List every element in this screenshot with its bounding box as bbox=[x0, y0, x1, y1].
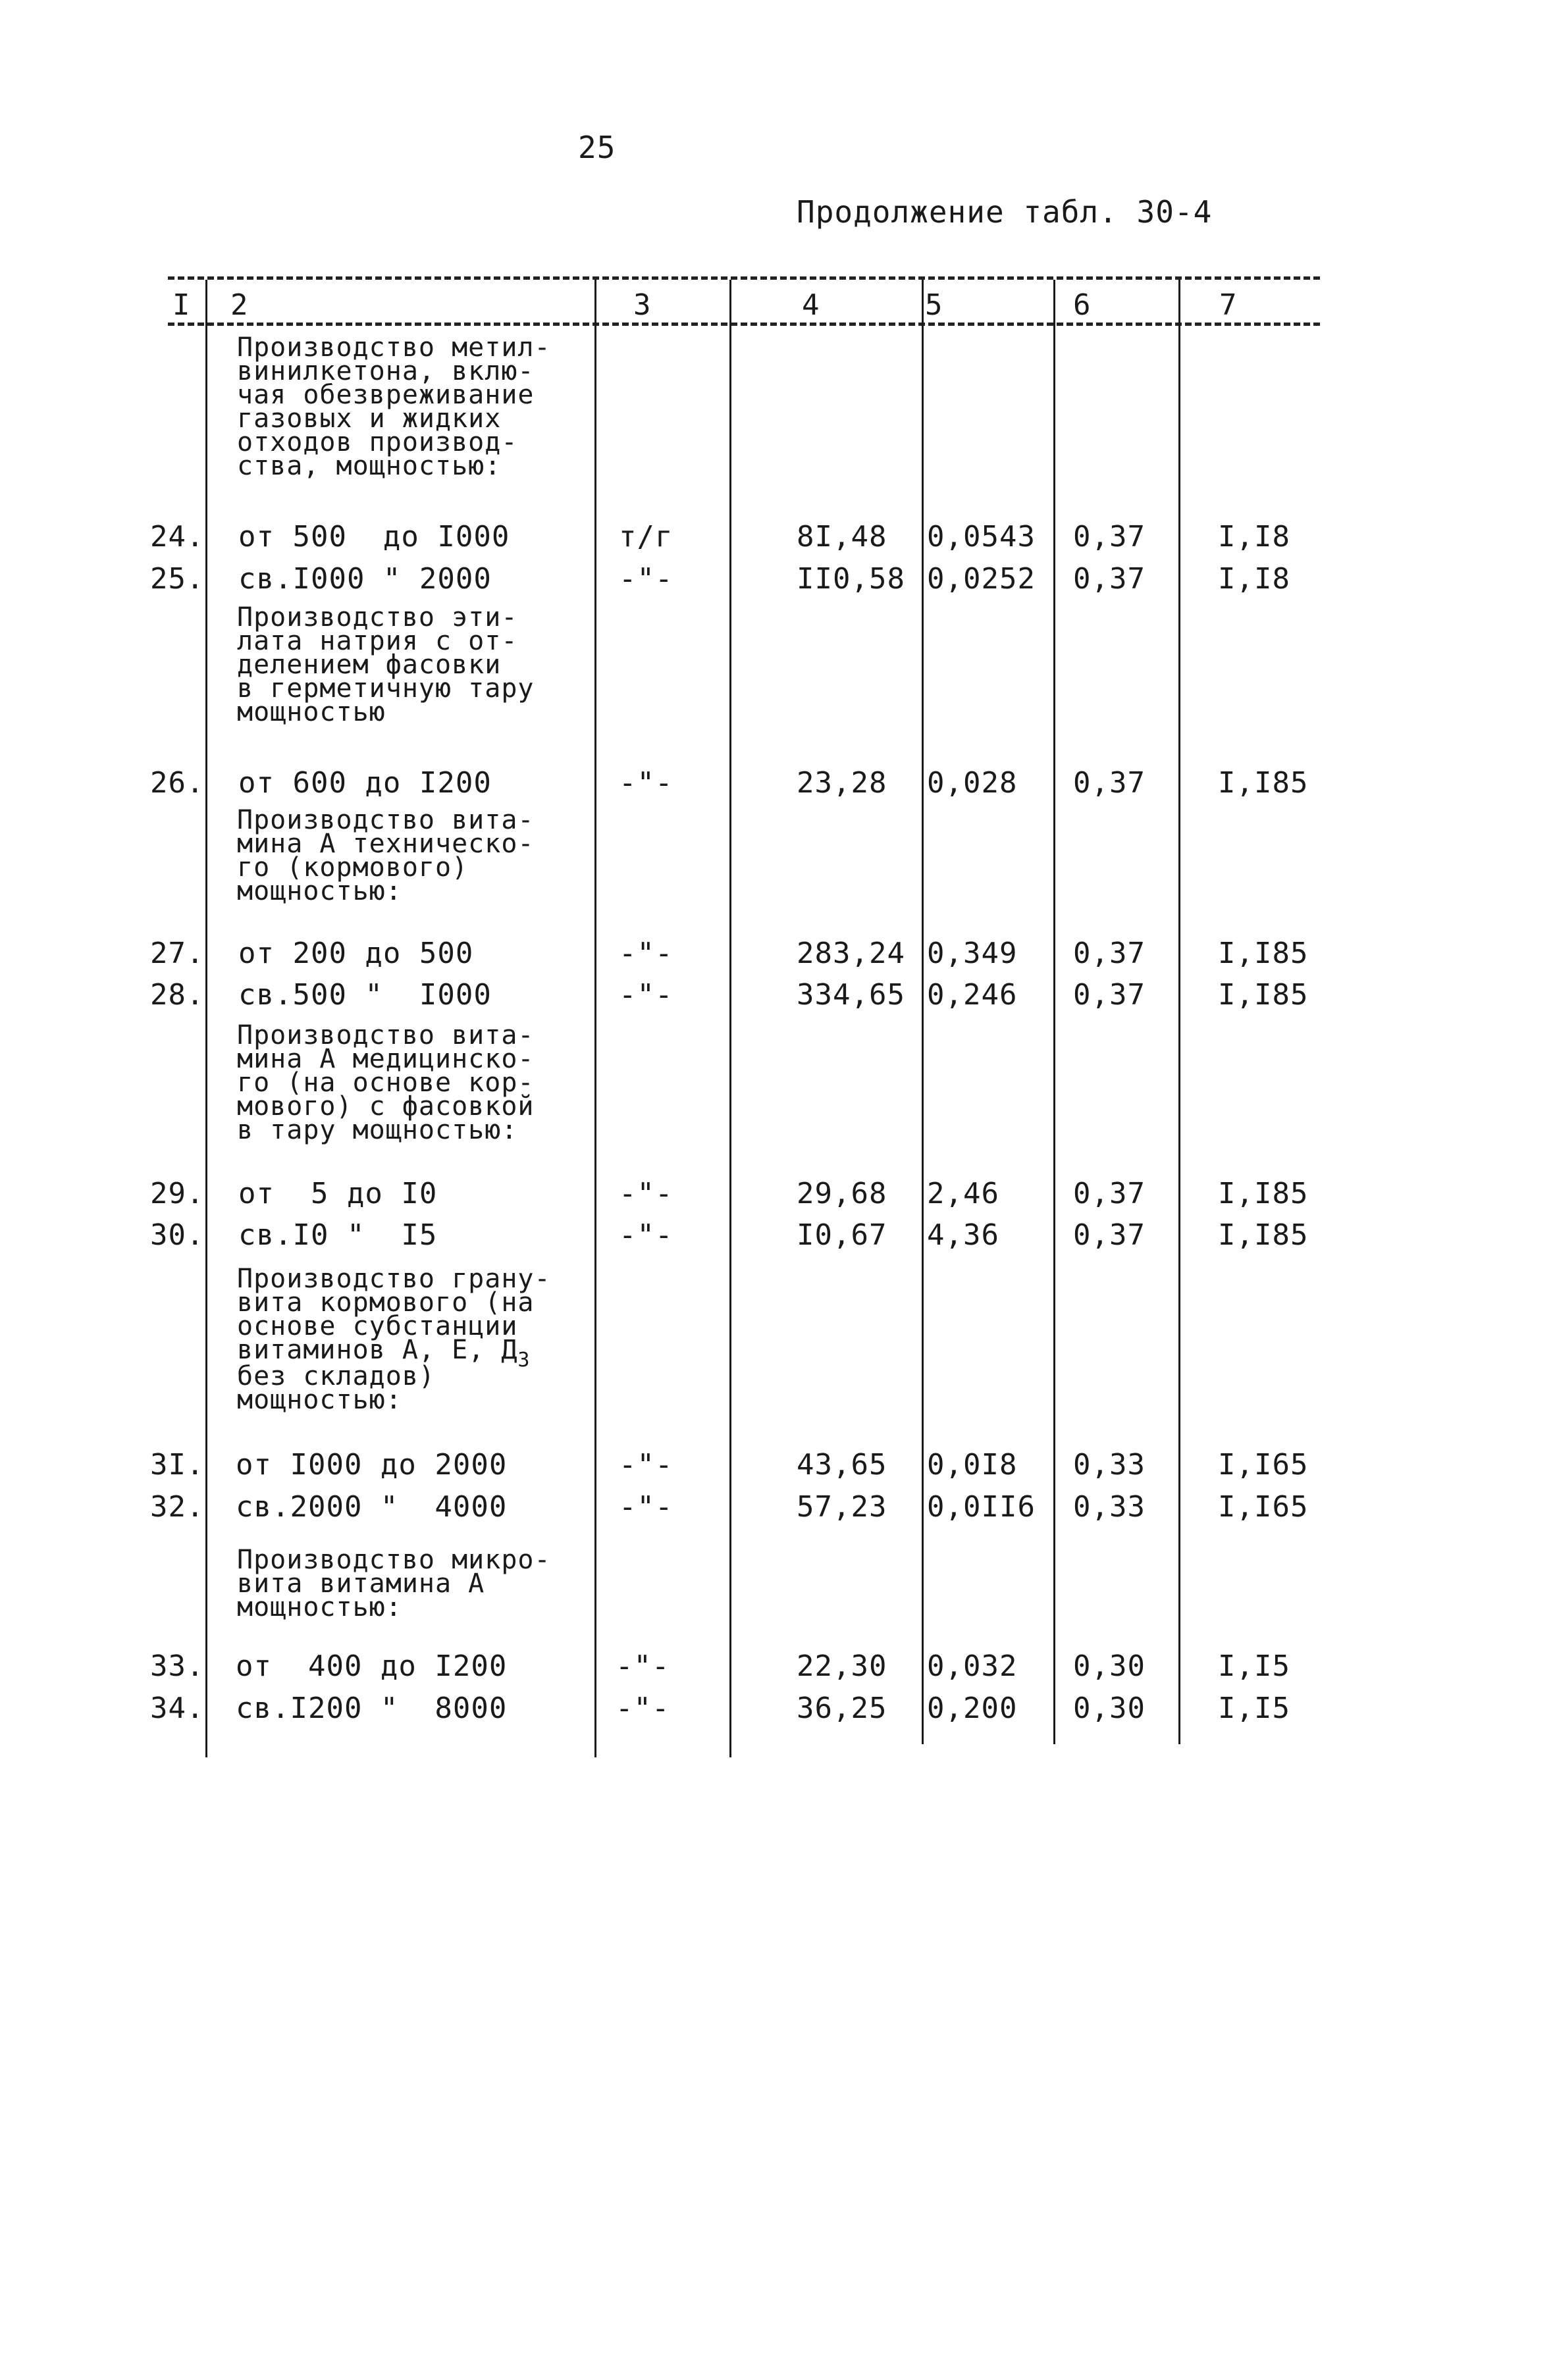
row-col7: I,I65 bbox=[1218, 1490, 1309, 1524]
group-heading-line: мощностью: bbox=[237, 1385, 402, 1415]
continuation-caption: Продолжение табл. 30-4 bbox=[797, 194, 1213, 230]
row-unit: -"- bbox=[619, 562, 673, 596]
row-col7: I,I85 bbox=[1218, 978, 1309, 1012]
row-number: 3I. bbox=[150, 1448, 205, 1482]
row-col5: 0,0II6 bbox=[927, 1490, 1036, 1524]
row-col6: 0,33 bbox=[1073, 1448, 1146, 1482]
row-col4: 22,30 bbox=[797, 1649, 887, 1683]
row-col7: I,I85 bbox=[1218, 766, 1309, 800]
group-heading-line: отходов производ- bbox=[237, 427, 518, 457]
row-col5: 0,0543 bbox=[927, 520, 1036, 554]
row-col4: 43,65 bbox=[797, 1448, 887, 1482]
row-col4: 8I,48 bbox=[797, 520, 887, 554]
group-heading-line: мина А медицинско- bbox=[237, 1044, 535, 1074]
group-heading-line: го (кормового) bbox=[237, 852, 469, 883]
group-heading bbox=[237, 1264, 551, 1415]
row-col6: 0,37 bbox=[1073, 1177, 1146, 1210]
group-heading-line: мощностью bbox=[237, 697, 386, 727]
row-col6: 0,37 bbox=[1073, 766, 1146, 800]
column-separator bbox=[1178, 280, 1180, 1744]
row-col5: 0,200 bbox=[927, 1692, 1018, 1725]
row-col7: I,I85 bbox=[1218, 937, 1309, 970]
group-heading-line: в герметичную тару bbox=[237, 673, 535, 704]
row-col5: 2,46 bbox=[927, 1177, 999, 1210]
group-heading-line: без складов) bbox=[237, 1361, 435, 1391]
row-unit: -"- bbox=[619, 766, 673, 800]
column-number: 4 bbox=[802, 288, 820, 322]
row-col5: 0,028 bbox=[927, 766, 1018, 800]
column-separator bbox=[729, 280, 731, 1757]
row-col4: II0,58 bbox=[797, 562, 905, 596]
row-col4: 334,65 bbox=[797, 978, 905, 1012]
column-number: 7 bbox=[1219, 288, 1238, 322]
row-col4: 36,25 bbox=[797, 1692, 887, 1725]
column-number: 6 bbox=[1073, 288, 1092, 322]
column-number: 3 bbox=[633, 288, 652, 322]
column-number: 5 bbox=[925, 288, 943, 322]
header-top-rule bbox=[168, 276, 1320, 280]
row-number: 26. bbox=[150, 766, 205, 800]
group-heading-line: мина А техническо- bbox=[237, 829, 535, 859]
group-heading-line: вита кормового (на bbox=[237, 1287, 535, 1318]
row-col4: 57,23 bbox=[797, 1490, 887, 1524]
row-col6: 0,37 bbox=[1073, 562, 1146, 596]
row-col5: 0,0252 bbox=[927, 562, 1036, 596]
group-heading-line: Производство метил- bbox=[237, 332, 551, 363]
group-heading-line: го (на основе кор- bbox=[237, 1068, 535, 1098]
row-description: св.2000 " 4000 bbox=[236, 1490, 508, 1524]
row-number: 24. bbox=[150, 520, 205, 554]
row-col5: 0,246 bbox=[927, 978, 1018, 1012]
group-heading-line: основе субстанции bbox=[237, 1311, 518, 1341]
row-unit: -"- bbox=[619, 978, 673, 1012]
group-heading-line: мового) с фасовкой bbox=[237, 1091, 535, 1122]
subscript: 3 bbox=[517, 1349, 531, 1372]
row-col4: 23,28 bbox=[797, 766, 887, 800]
row-number: 25. bbox=[150, 562, 205, 596]
row-unit: -"- bbox=[619, 937, 673, 970]
row-description: от 400 до I200 bbox=[236, 1649, 508, 1683]
row-col5: 4,36 bbox=[927, 1218, 999, 1252]
group-heading-line: чая обезвреживание bbox=[237, 380, 535, 410]
row-number: 32. bbox=[150, 1490, 205, 1524]
row-unit: -"- bbox=[616, 1692, 670, 1725]
group-heading bbox=[237, 1020, 535, 1145]
row-col4: I0,67 bbox=[797, 1218, 887, 1252]
group-heading bbox=[237, 602, 535, 727]
group-heading-line: газовых и жидких bbox=[237, 403, 502, 434]
row-description: св.I0 " I5 bbox=[238, 1218, 438, 1252]
row-col7: I,I85 bbox=[1218, 1177, 1309, 1210]
row-col6: 0,33 bbox=[1073, 1490, 1146, 1524]
group-heading-line: мощностью: bbox=[237, 1592, 402, 1622]
row-col6: 0,37 bbox=[1073, 937, 1146, 970]
column-separator bbox=[922, 280, 924, 1744]
row-number: 30. bbox=[150, 1218, 205, 1252]
group-heading-line: в тару мощностью: bbox=[237, 1115, 518, 1145]
group-heading-line: ства, мощностью: bbox=[237, 451, 502, 481]
row-unit: т/г bbox=[619, 520, 673, 554]
group-heading-line: Производство вита- bbox=[237, 805, 535, 835]
row-description: от 5 до I0 bbox=[238, 1177, 438, 1210]
row-description: св.500 " I000 bbox=[238, 978, 492, 1012]
row-col5: 0,349 bbox=[927, 937, 1018, 970]
row-description: от 200 до 500 bbox=[238, 937, 474, 970]
row-unit: -"- bbox=[619, 1448, 673, 1482]
header-bottom-rule bbox=[168, 323, 1320, 326]
row-unit: -"- bbox=[619, 1218, 673, 1252]
row-number: 29. bbox=[150, 1177, 205, 1210]
row-col7: I,I8 bbox=[1218, 520, 1290, 554]
row-number: 34. bbox=[150, 1692, 205, 1725]
row-number: 33. bbox=[150, 1649, 205, 1683]
column-number: I bbox=[172, 288, 191, 322]
row-col7: I,I8 bbox=[1218, 562, 1290, 596]
group-heading-line: Производство микро- bbox=[237, 1545, 551, 1575]
row-col6: 0,30 bbox=[1073, 1692, 1146, 1725]
group-heading bbox=[237, 805, 535, 906]
column-number: 2 bbox=[230, 288, 249, 322]
row-col5: 0,0I8 bbox=[927, 1448, 1018, 1482]
row-number: 27. bbox=[150, 937, 205, 970]
row-col7: I,I5 bbox=[1218, 1692, 1290, 1725]
row-col4: 29,68 bbox=[797, 1177, 887, 1210]
row-description: св.I000 " 2000 bbox=[238, 562, 492, 596]
row-unit: -"- bbox=[619, 1490, 673, 1524]
row-description: св.I200 " 8000 bbox=[236, 1692, 508, 1725]
row-col6: 0,37 bbox=[1073, 520, 1146, 554]
row-col4: 283,24 bbox=[797, 937, 905, 970]
row-unit: -"- bbox=[616, 1649, 670, 1683]
group-heading-line: делением фасовки bbox=[237, 650, 502, 680]
group-heading-line: Производство вита- bbox=[237, 1020, 535, 1050]
group-heading-line: вита витамина А bbox=[237, 1568, 485, 1599]
group-heading bbox=[237, 332, 551, 481]
row-col7: I,I5 bbox=[1218, 1649, 1290, 1683]
row-col6: 0,37 bbox=[1073, 1218, 1146, 1252]
row-col7: I,I85 bbox=[1218, 1218, 1309, 1252]
row-description: от 500 до I000 bbox=[238, 520, 510, 554]
column-separator bbox=[1053, 280, 1055, 1744]
row-description: от 600 до I200 bbox=[238, 766, 492, 800]
group-heading-line: лата натрия с от- bbox=[237, 626, 518, 656]
group-heading bbox=[237, 1545, 551, 1622]
page-number: 25 bbox=[578, 130, 616, 165]
column-separator bbox=[594, 280, 596, 1757]
column-separator bbox=[205, 280, 207, 1757]
row-number: 28. bbox=[150, 978, 205, 1012]
row-col6: 0,37 bbox=[1073, 978, 1146, 1012]
group-heading-line: мощностью: bbox=[237, 876, 402, 906]
row-col6: 0,30 bbox=[1073, 1649, 1146, 1683]
group-heading-line: винилкетона, вклю- bbox=[237, 356, 535, 386]
group-heading-line: Производство грану- bbox=[237, 1264, 551, 1294]
row-col5: 0,032 bbox=[927, 1649, 1018, 1683]
group-heading-line: витаминов А, Е, $Д_3$ bbox=[237, 1335, 531, 1372]
group-heading-line: Производство эти- bbox=[237, 602, 518, 633]
row-unit: -"- bbox=[619, 1177, 673, 1210]
row-description: от I000 до 2000 bbox=[236, 1448, 508, 1482]
row-col7: I,I65 bbox=[1218, 1448, 1309, 1482]
